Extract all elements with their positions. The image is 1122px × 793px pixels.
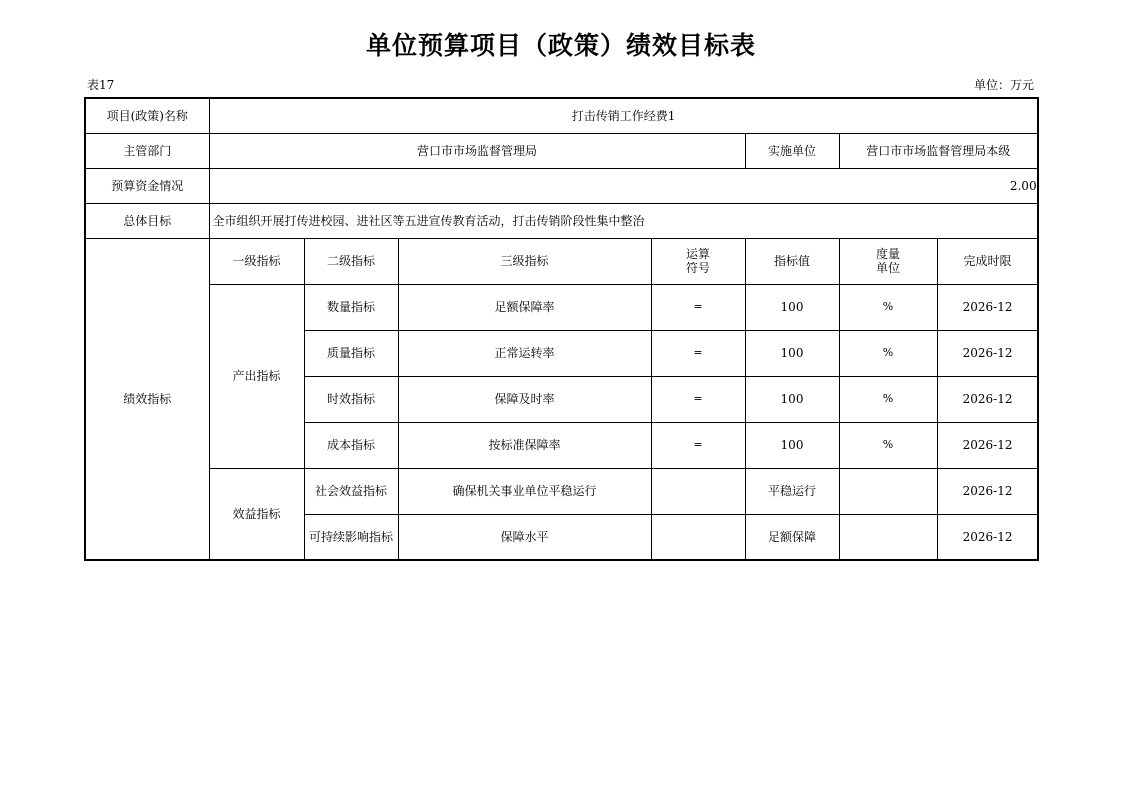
cell-unit — [839, 468, 937, 514]
header-level2: 二级指标 — [304, 238, 398, 284]
cell-op — [651, 468, 745, 514]
goal-label: 总体目标 — [85, 203, 209, 238]
cell-unit: % — [839, 422, 937, 468]
cell-value: 100 — [745, 376, 839, 422]
cell-value: 平稳运行 — [745, 468, 839, 514]
table-row — [85, 468, 1038, 514]
table-row — [85, 284, 1038, 330]
cell-op: = — [651, 284, 745, 330]
cell-deadline: 2026-12 — [937, 514, 1038, 560]
cell-level2: 可持续影响指标 — [304, 514, 398, 560]
cell-deadline: 2026-12 — [937, 468, 1038, 514]
project-label: 项目(政策)名称 — [85, 98, 209, 133]
cell-deadline: 2026-12 — [937, 330, 1038, 376]
header-op — [651, 238, 745, 284]
cell-level2: 质量指标 — [304, 330, 398, 376]
dept-value: 营口市市场监督管理局 — [209, 133, 745, 168]
cell-value: 100 — [745, 284, 839, 330]
cell-deadline: 2026-12 — [937, 376, 1038, 422]
cell-unit: % — [839, 284, 937, 330]
group-output: 产出指标 — [209, 284, 304, 468]
cell-unit: % — [839, 376, 937, 422]
goal-row — [85, 203, 1038, 238]
cell-level2: 成本指标 — [304, 422, 398, 468]
group-benefit: 效益指标 — [209, 468, 304, 560]
cell-value: 足额保障 — [745, 514, 839, 560]
header-row — [85, 238, 1038, 284]
perf-label: 绩效指标 — [85, 238, 209, 560]
cell-level2: 社会效益指标 — [304, 468, 398, 514]
performance-table — [84, 97, 1039, 561]
cell-level3: 保障水平 — [398, 514, 651, 560]
dept-label: 主管部门 — [85, 133, 209, 168]
header-measure-line2: 单位 — [875, 261, 900, 275]
cell-level2: 数量指标 — [304, 284, 398, 330]
header-level1: 一级指标 — [209, 238, 304, 284]
cell-op — [651, 514, 745, 560]
budget-value: 2.00 — [209, 168, 1038, 203]
cell-value: 100 — [745, 330, 839, 376]
project-value: 打击传销工作经费1 — [209, 98, 1038, 133]
header-op-line1: 运算 — [685, 247, 710, 261]
cell-unit — [839, 514, 937, 560]
unit-label: 单位：万元 — [973, 78, 1034, 92]
cell-deadline: 2026-12 — [937, 422, 1038, 468]
cell-deadline: 2026-12 — [937, 284, 1038, 330]
impl-value: 营口市市场监督管理局本级 — [839, 133, 1038, 168]
cell-level3: 足额保障率 — [398, 284, 651, 330]
cell-op: = — [651, 376, 745, 422]
header-op-line2: 符号 — [685, 261, 710, 275]
dept-row — [85, 133, 1038, 168]
cell-level2: 时效指标 — [304, 376, 398, 422]
project-row — [85, 98, 1038, 133]
cell-op: = — [651, 330, 745, 376]
table-number: 表17 — [87, 78, 115, 92]
budget-row — [85, 168, 1038, 203]
header-level3: 三级指标 — [398, 238, 651, 284]
cell-unit: % — [839, 330, 937, 376]
cell-value: 100 — [745, 422, 839, 468]
header-measure-line1: 度量 — [875, 247, 900, 261]
cell-op: = — [651, 422, 745, 468]
budget-label: 预算资金情况 — [85, 168, 209, 203]
header-deadline: 完成时限 — [937, 238, 1038, 284]
cell-level3: 保障及时率 — [398, 376, 651, 422]
cell-level3: 正常运转率 — [398, 330, 651, 376]
cell-level3: 确保机关事业单位平稳运行 — [398, 468, 651, 514]
header-value: 指标值 — [745, 238, 839, 284]
goal-value: 全市组织开展打传进校园、进社区等五进宣传教育活动，打击传销阶段性集中整治 — [209, 203, 1038, 238]
impl-label: 实施单位 — [745, 133, 839, 168]
page-title: 单位预算项目（政策）绩效目标表 — [365, 31, 756, 60]
cell-level3: 按标准保障率 — [398, 422, 651, 468]
header-measure — [839, 238, 937, 284]
